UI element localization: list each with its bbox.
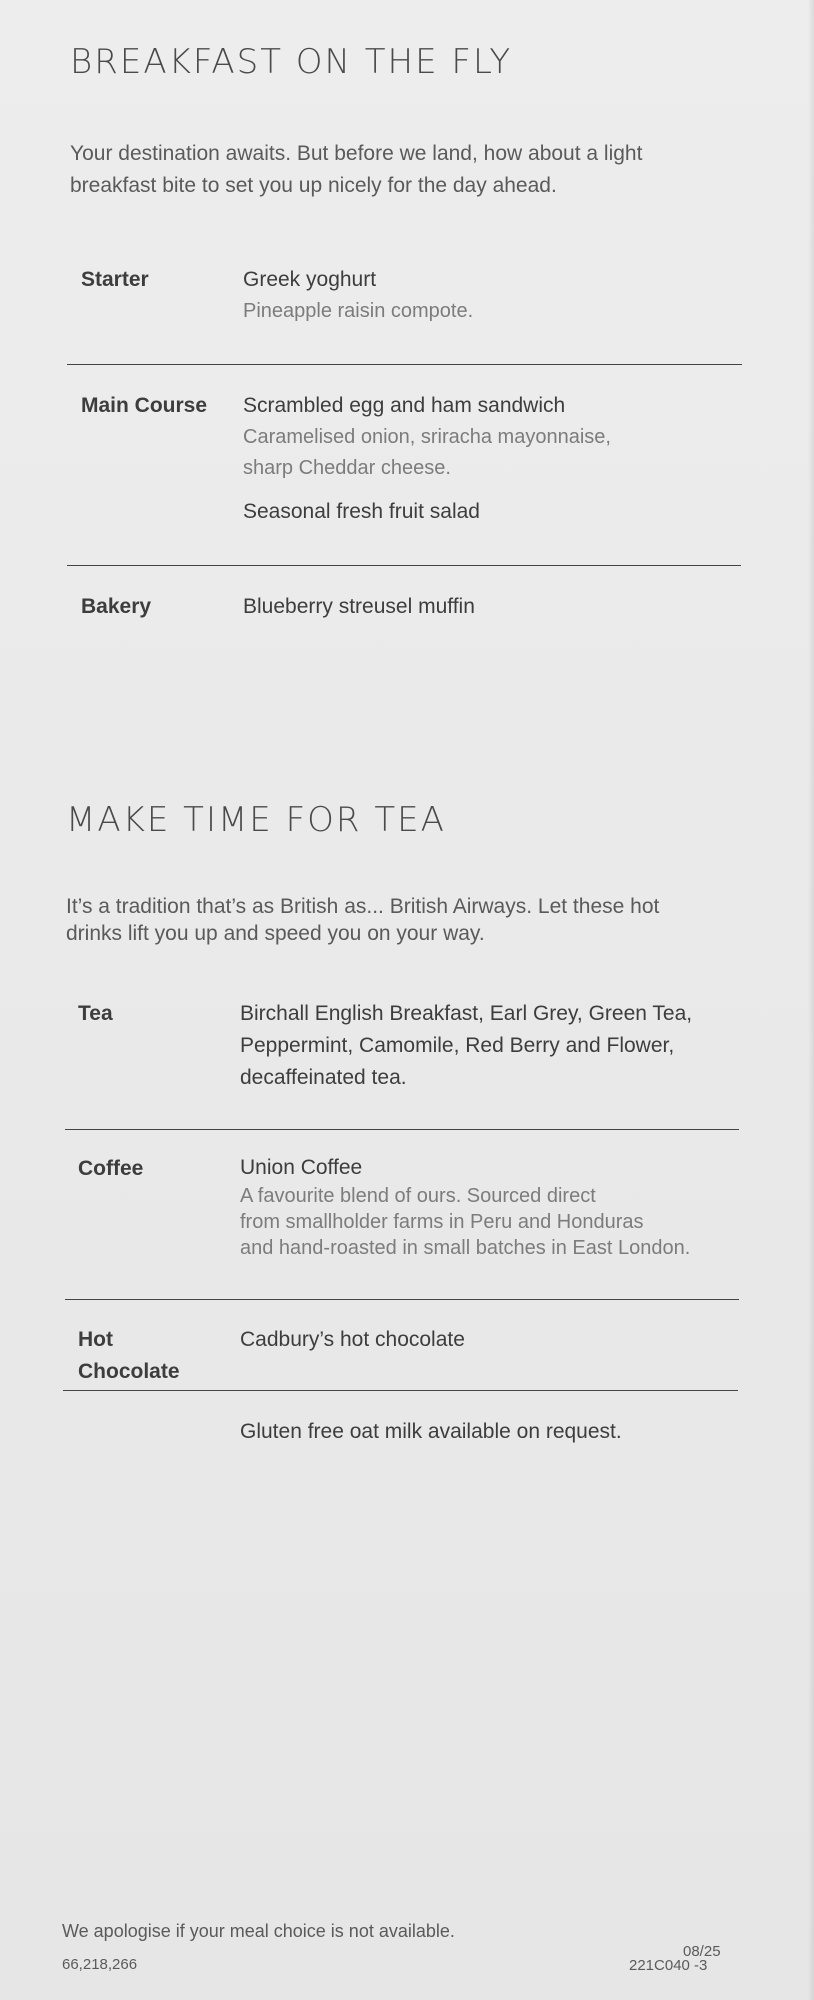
oat-milk-note: Gluten free oat milk available on request. (240, 1420, 622, 1443)
footer-apology: We apologise if your meal choice is not available. (62, 1921, 455, 1941)
drink-items-hot-chocolate (240, 1324, 465, 1356)
drink-label-coffee: Coffee (78, 1157, 144, 1180)
tea-intro-line2: drinks lift you up and speed you on your way. (66, 922, 485, 945)
breakfast-intro-line1: Your destination awaits. But before we land, how about a light (70, 142, 643, 165)
item-title: Greek yoghurt (243, 268, 377, 291)
item-description: sharp Cheddar cheese. (243, 457, 451, 479)
drink-label-hot-chocolate (78, 1324, 180, 1388)
page-edge-shadow (808, 0, 814, 2000)
footer-code-right: 221C040 -3 (629, 1957, 708, 1974)
footer-code-left: 66,218,266 (62, 1956, 138, 1973)
item-title: Union Coffee (240, 1156, 363, 1179)
divider (67, 364, 742, 365)
divider (63, 1390, 738, 1391)
divider (67, 565, 741, 566)
course-items-main (243, 390, 611, 528)
menu-item (243, 496, 611, 528)
drink-items-tea (240, 998, 692, 1094)
footer-date: 08/25 (683, 1943, 721, 1960)
item-title: Blueberry streusel muffin (243, 595, 475, 618)
tea-intro-line1: It’s a tradition that’s as British as... British Airways. Let these hot (66, 895, 660, 918)
menu-item (243, 591, 475, 623)
course-items-bakery (243, 591, 475, 623)
item-title: Cadbury’s hot chocolate (240, 1328, 465, 1351)
drink-label-line: Chocolate (78, 1360, 180, 1383)
breakfast-intro-line2: breakfast bite to set you up nicely for the day ahead. (70, 174, 557, 197)
item-description: from smallholder farms in Peru and Honduras (240, 1211, 644, 1233)
item-description: Caramelised onion, sriracha mayonnaise, (243, 426, 611, 448)
course-label-bakery: Bakery (81, 595, 152, 618)
item-description: Pineapple raisin compote. (243, 300, 474, 322)
divider (65, 1299, 739, 1300)
course-label-starter: Starter (81, 268, 149, 291)
item-title: Seasonal fresh fruit salad (243, 500, 480, 523)
tea-intro (66, 893, 756, 947)
item-title: decaffeinated tea. (240, 1066, 407, 1089)
tea-title: MAKE TIME FOR TEA (66, 800, 446, 840)
menu-item (243, 390, 611, 484)
item-description: and hand-roasted in small batches in East London. (240, 1237, 691, 1259)
item-description: A favourite blend of ours. Sourced direct (240, 1185, 596, 1207)
drink-label-tea: Tea (78, 1002, 113, 1025)
breakfast-title: BREAKFAST ON THE FLY (70, 42, 513, 82)
course-items-starter (243, 264, 473, 327)
drink-label-line: Hot (78, 1328, 113, 1351)
divider (65, 1129, 739, 1130)
drink-items-coffee (240, 1153, 690, 1261)
breakfast-intro (70, 138, 750, 202)
item-title: Birchall English Breakfast, Earl Grey, Green Tea, (240, 1002, 693, 1025)
course-label-main: Main Course (81, 394, 208, 417)
item-title: Peppermint, Camomile, Red Berry and Flower, (240, 1034, 675, 1057)
item-title: Scrambled egg and ham sandwich (243, 394, 566, 417)
menu-item (243, 264, 473, 327)
